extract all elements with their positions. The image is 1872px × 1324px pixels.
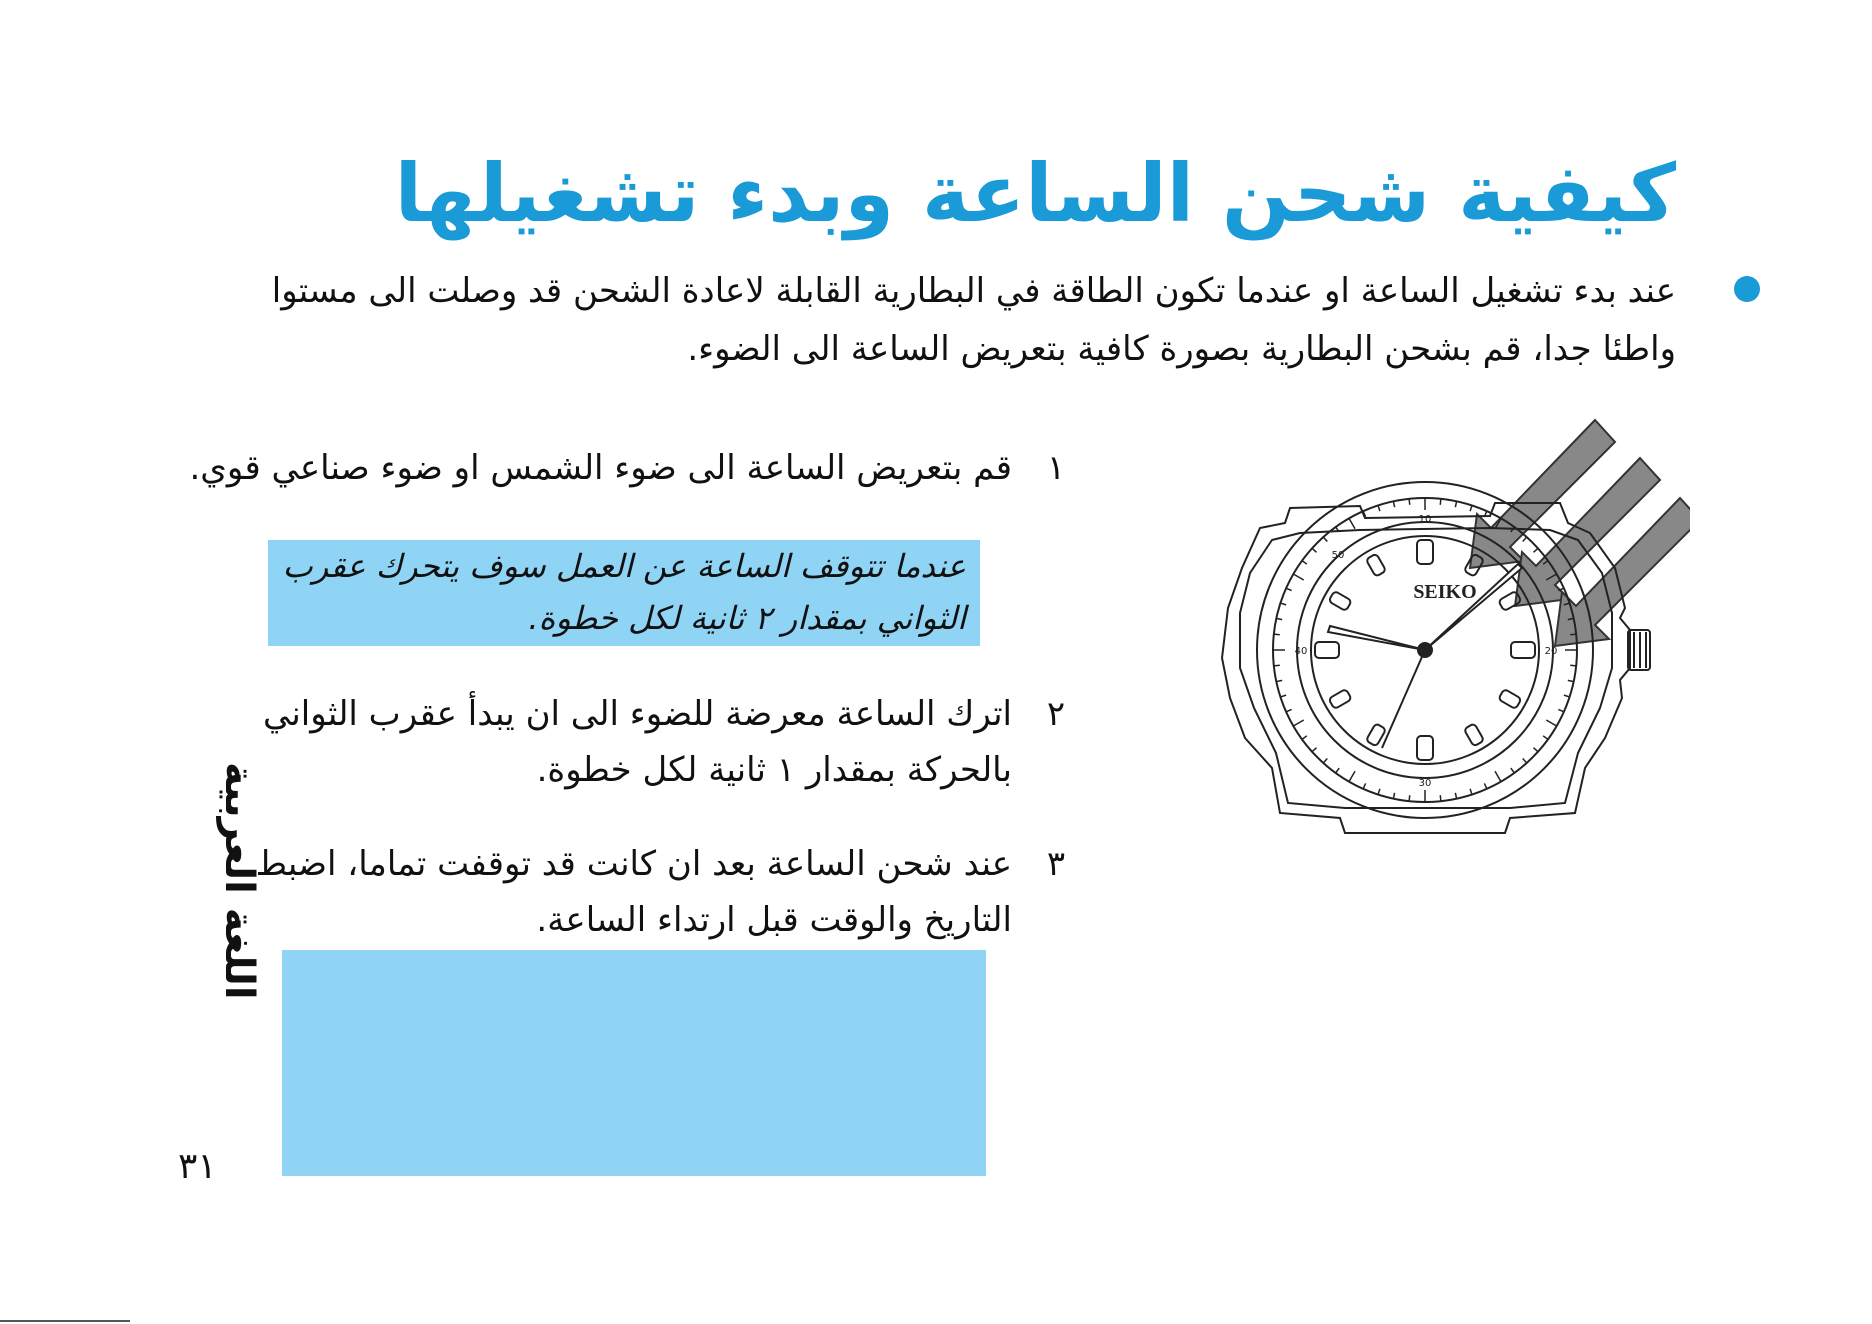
bezel-tick: [1276, 618, 1282, 619]
bezel-tick: [1543, 736, 1548, 740]
intro-paragraph: عند بدء تشغيل الساعة او عندما تكون الطاقة في البطارية القابلة لاعادة الشحن قد وصلت الى مستوا واطئا جدا، قم بشحن البطارية بصورة كافية بتعريض الساعة الى الضوء.: [271, 271, 1676, 369]
language-side-label: اللغة العربية: [216, 762, 262, 1000]
bezel-tick: [1523, 537, 1527, 541]
hour-marker: [1366, 553, 1386, 576]
hour-marker: [1511, 642, 1535, 658]
bezel-tick: [1323, 537, 1327, 541]
bezel-tick: [1570, 634, 1576, 635]
bezel-tick: [1511, 768, 1515, 773]
bezel-tick: [1470, 789, 1472, 795]
bezel-tick: [1280, 603, 1286, 605]
page-number: ٣١: [178, 1146, 217, 1187]
step-1-note-text: عندما تتوقف الساعة عن العمل سوف يتحرك عقرب الثواني بمقدار ٢ ثانية لكل خطوة.: [282, 547, 966, 637]
bezel-tick: [1293, 720, 1303, 726]
bezel-tick: [1409, 499, 1410, 505]
bezel-tick: [1409, 795, 1410, 801]
bezel-tick: [1393, 793, 1394, 799]
bezel-tick: [1570, 665, 1576, 666]
bezel-tick: [1564, 695, 1570, 697]
bezel-number: 50: [1331, 550, 1345, 561]
hour-marker: [1464, 723, 1484, 746]
bezel-tick: [1274, 665, 1280, 666]
bezel-tick: [1286, 588, 1291, 590]
step-text-3: عند شحن الساعة بعد ان كانت قد توقفت تماما، اضبط التاريخ والوقت قبل ارتداء الساعة.: [255, 844, 1012, 940]
bezel-tick: [1312, 748, 1316, 752]
bezel-tick: [1558, 709, 1563, 711]
bezel-tick: [1440, 795, 1441, 801]
step-text-2: اترك الساعة معرضة للضوء الى ان يبدأ عقرب الثواني بالحركة بمقدار ١ ثانية لكل خطوة.: [263, 694, 1012, 790]
bezel-tick: [1323, 758, 1327, 762]
bezel-tick: [1280, 695, 1286, 697]
step-number-1: ١: [1046, 448, 1066, 488]
hour-marker: [1328, 689, 1351, 709]
bezel-tick: [1470, 505, 1472, 511]
bezel-tick: [1440, 499, 1441, 505]
hour-marker: [1328, 591, 1351, 611]
bezel-tick: [1302, 561, 1307, 565]
bezel-tick: [1455, 793, 1456, 799]
bezel-number: 30: [1418, 778, 1432, 789]
bezel-tick: [1286, 709, 1291, 711]
empty-note-panel: [282, 950, 986, 1176]
bezel-tick: [1274, 634, 1280, 635]
bezel-tick: [1378, 789, 1380, 795]
bezel-tick: [1484, 783, 1486, 788]
bezel-number: 20: [1544, 646, 1558, 657]
bezel-tick: [1393, 501, 1394, 507]
light-arrows-icon: [1470, 420, 1690, 646]
bezel-tick: [1568, 680, 1574, 681]
bezel-tick: [1378, 505, 1380, 511]
watch-brand-logo: SEIKO: [1413, 581, 1477, 603]
step-number-3: ٣: [1046, 844, 1066, 884]
bezel-number: 10: [1418, 514, 1432, 525]
bezel-number: 40: [1294, 646, 1308, 657]
bezel-tick: [1533, 748, 1537, 752]
bezel-tick: [1455, 501, 1456, 507]
footer-rule: [0, 1320, 130, 1322]
bezel-tick: [1495, 771, 1501, 781]
bezel-tick: [1349, 771, 1355, 781]
step-1-note: [268, 540, 980, 646]
hour-marker: [1417, 540, 1433, 564]
bezel-tick: [1349, 518, 1355, 528]
watch-illustration: [1150, 408, 1690, 848]
bezel-tick: [1363, 783, 1365, 788]
bezel-tick: [1302, 736, 1307, 740]
hour-marker: [1315, 642, 1339, 658]
hour-marker: [1498, 689, 1521, 709]
hour-marker: [1417, 736, 1433, 760]
step-number-2: ٢: [1046, 694, 1066, 734]
step-text-1: قم بتعريض الساعة الى ضوء الشمس او ضوء صناعي قوي.: [189, 448, 1012, 488]
page-title: كيفية شحن الساعة وبدء تشغيلها: [394, 147, 1676, 240]
bezel-tick: [1293, 574, 1303, 580]
bullet-dot-icon: [1734, 276, 1760, 302]
bezel-tick: [1276, 680, 1282, 681]
bezel-tick: [1523, 758, 1527, 762]
bezel-tick: [1336, 768, 1340, 773]
bezel-tick: [1533, 548, 1537, 552]
bezel-tick: [1312, 548, 1316, 552]
bezel-tick: [1546, 720, 1556, 726]
